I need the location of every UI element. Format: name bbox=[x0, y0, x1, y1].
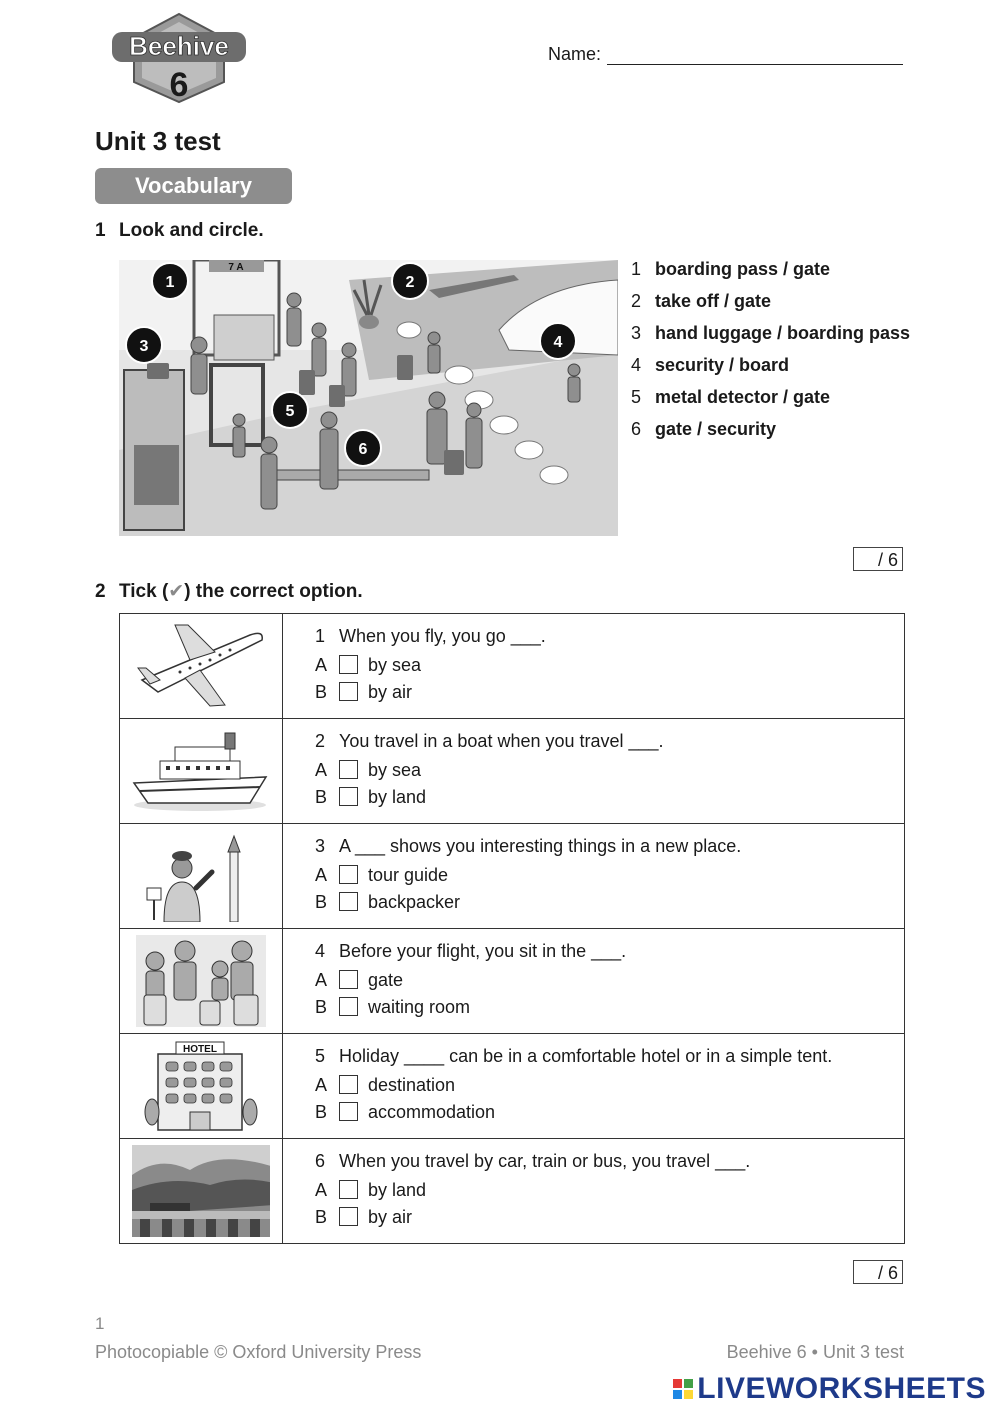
option-number: 3 bbox=[631, 323, 642, 343]
answer-checkbox-a[interactable] bbox=[339, 1075, 358, 1094]
question-text: A ___ shows you interesting things in a new place. bbox=[339, 836, 742, 856]
question-text: Holiday ____ can be in a comfortable hotel or in a simple tent. bbox=[339, 1046, 833, 1066]
answer-letter-a: A bbox=[315, 1179, 328, 1200]
option-row[interactable] bbox=[631, 256, 921, 288]
airport-scene-illustration bbox=[119, 260, 618, 536]
question-cell bbox=[283, 614, 905, 719]
answer-letter-b: B bbox=[315, 996, 328, 1017]
answer-text-b: accommodation bbox=[368, 1101, 496, 1122]
answer-letter-b: B bbox=[315, 1206, 328, 1227]
exercise-2-heading bbox=[95, 580, 363, 603]
answer-letter-b: B bbox=[315, 681, 328, 702]
option-number: 6 bbox=[631, 419, 642, 439]
answer-letter-b: B bbox=[315, 1101, 328, 1122]
exercise-1-instruction: Look and circle. bbox=[119, 220, 264, 241]
question-number: 3 bbox=[315, 836, 326, 856]
option-row[interactable] bbox=[631, 416, 921, 448]
answer-checkbox-a[interactable] bbox=[339, 655, 358, 674]
answer-text-a: tour guide bbox=[368, 864, 449, 885]
answer-letter-a: A bbox=[315, 654, 328, 675]
answer-letter-a: A bbox=[315, 759, 328, 780]
answer-text-a: by sea bbox=[368, 654, 422, 675]
liveworksheets-brand bbox=[673, 1372, 986, 1406]
answer-checkbox-b[interactable] bbox=[339, 892, 358, 911]
option-row[interactable] bbox=[631, 352, 921, 384]
scene-marker-1: 1 bbox=[165, 274, 175, 291]
answer-checkbox-b[interactable] bbox=[339, 1207, 358, 1226]
scene-marker-4: 4 bbox=[553, 334, 563, 351]
answer-text-b: by air bbox=[368, 1206, 413, 1227]
answer-text-a: by land bbox=[368, 1179, 427, 1200]
exercise-2-instruction-start: Tick ( bbox=[119, 581, 169, 602]
answer-letter-b: B bbox=[315, 891, 328, 912]
answer-text-b: waiting room bbox=[368, 996, 471, 1017]
answer-text-a: gate bbox=[368, 969, 404, 990]
scene-marker-3: 3 bbox=[139, 338, 149, 355]
option-number: 2 bbox=[631, 291, 642, 311]
question-text: Before your flight, you sit in the ___. bbox=[339, 941, 627, 961]
answer-checkbox-b[interactable] bbox=[339, 787, 358, 806]
answer-checkbox-a[interactable] bbox=[339, 865, 358, 884]
option-text[interactable]: metal detector / gate bbox=[655, 387, 831, 407]
train-bridge-picture bbox=[120, 1139, 283, 1244]
question-row bbox=[120, 719, 905, 824]
question-number: 1 bbox=[315, 626, 326, 646]
exercise-2-table bbox=[119, 613, 905, 1244]
option-row[interactable] bbox=[631, 384, 921, 416]
answer-text-a: destination bbox=[368, 1074, 456, 1095]
hotel-sign: HOTEL bbox=[183, 1044, 217, 1055]
liveworksheets-logo-icon bbox=[673, 1379, 693, 1399]
exercise-2-number: 2 bbox=[95, 581, 106, 602]
answer-letter-a: A bbox=[315, 864, 328, 885]
exercise-1-score: / 6 bbox=[853, 547, 903, 571]
question-cell bbox=[283, 1139, 905, 1244]
tick-icon: ✔ bbox=[168, 581, 185, 602]
option-text[interactable]: boarding pass / gate bbox=[655, 259, 831, 279]
beehive-logo bbox=[112, 12, 246, 104]
answer-text-a: by sea bbox=[368, 759, 422, 780]
question-number: 6 bbox=[315, 1151, 326, 1171]
book-unit-label: Beehive 6 • Unit 3 test bbox=[726, 1342, 904, 1362]
question-cell bbox=[283, 824, 905, 929]
page-number: 1 bbox=[95, 1314, 105, 1333]
answer-letter-a: A bbox=[315, 1074, 328, 1095]
answer-checkbox-a[interactable] bbox=[339, 1180, 358, 1199]
logo-number: 6 bbox=[169, 66, 189, 104]
exercise-1-options bbox=[631, 256, 921, 448]
answer-letter-a: A bbox=[315, 969, 328, 990]
waiting-family-picture bbox=[120, 929, 283, 1034]
copyright-notice: Photocopiable © Oxford University Press bbox=[95, 1342, 422, 1362]
question-row bbox=[120, 929, 905, 1034]
option-row[interactable] bbox=[631, 288, 921, 320]
option-number: 5 bbox=[631, 387, 642, 407]
answer-letter-b: B bbox=[315, 786, 328, 807]
hotel-picture bbox=[120, 1034, 283, 1139]
question-number: 4 bbox=[315, 941, 326, 961]
question-text: When you travel by car, train or bus, you travel ___. bbox=[339, 1151, 751, 1171]
exercise-1-number: 1 bbox=[95, 220, 106, 241]
option-number: 4 bbox=[631, 355, 642, 375]
question-row bbox=[120, 1139, 905, 1244]
page-title: Unit 3 test bbox=[95, 126, 221, 156]
answer-text-b: by air bbox=[368, 681, 413, 702]
ship-picture bbox=[120, 719, 283, 824]
option-number: 1 bbox=[631, 259, 642, 279]
name-label: Name: bbox=[548, 44, 602, 64]
answer-checkbox-a[interactable] bbox=[339, 760, 358, 779]
exercise-2-score: / 6 bbox=[853, 1260, 903, 1284]
scene-marker-5: 5 bbox=[285, 403, 295, 420]
question-cell bbox=[283, 1034, 905, 1139]
question-row bbox=[120, 824, 905, 929]
answer-checkbox-b[interactable] bbox=[339, 1102, 358, 1121]
answer-checkbox-b[interactable] bbox=[339, 682, 358, 701]
question-text: When you fly, you go ___. bbox=[339, 626, 546, 646]
answer-text-b: backpacker bbox=[368, 891, 461, 912]
option-text[interactable]: gate / security bbox=[655, 419, 777, 439]
airplane-picture bbox=[120, 614, 283, 719]
exercise-2-instruction-end: ) the correct option. bbox=[184, 581, 363, 602]
option-row[interactable] bbox=[631, 320, 921, 352]
answer-checkbox-a[interactable] bbox=[339, 970, 358, 989]
question-cell bbox=[283, 929, 905, 1034]
question-text: You travel in a boat when you travel ___. bbox=[339, 731, 664, 751]
option-text[interactable]: hand luggage / boarding pass bbox=[655, 323, 911, 343]
answer-checkbox-b[interactable] bbox=[339, 997, 358, 1016]
logo-word: Beehive bbox=[129, 31, 229, 61]
section-badge: Vocabulary bbox=[95, 168, 292, 204]
scene-marker-2: 2 bbox=[405, 274, 415, 291]
question-number: 2 bbox=[315, 731, 326, 751]
question-row bbox=[120, 1034, 905, 1139]
tour-guide-picture bbox=[120, 824, 283, 929]
option-text[interactable]: security / board bbox=[655, 355, 790, 375]
answer-text-b: by land bbox=[368, 786, 427, 807]
question-number: 5 bbox=[315, 1046, 326, 1066]
option-text[interactable]: take off / gate bbox=[655, 291, 772, 311]
liveworksheets-wordmark: LIVEWORKSHEETS bbox=[697, 1372, 986, 1405]
scene-marker-6: 6 bbox=[358, 441, 368, 458]
question-cell bbox=[283, 719, 905, 824]
scene-gate-sign: 7 A bbox=[228, 262, 244, 273]
question-row bbox=[120, 614, 905, 719]
exercise-1-heading bbox=[95, 220, 264, 242]
name-field[interactable] bbox=[607, 64, 903, 65]
